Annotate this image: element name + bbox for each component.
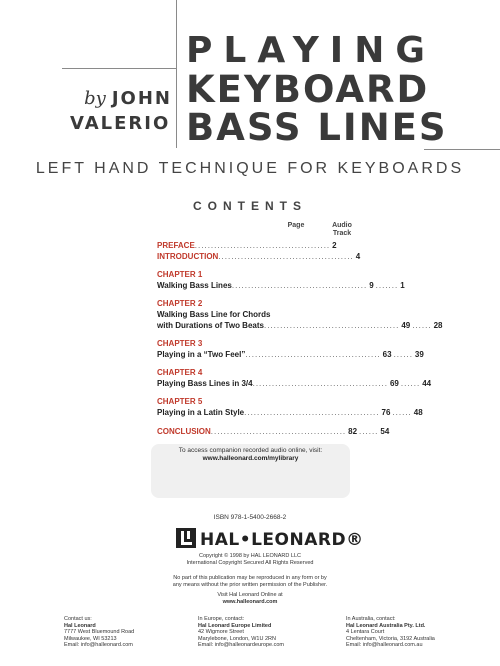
toc-chapter-label: CHAPTER 1: [157, 270, 203, 279]
notice-block: [0, 575, 500, 589]
leader-dots: ......: [393, 350, 413, 359]
contact-email[interactable]: Email: info@halleonard.com: [64, 642, 133, 649]
toc-entry[interactable]: [157, 280, 405, 291]
toc-label: Walking Bass Lines: [157, 281, 232, 290]
contact-company: Hal Leonard Australia Pty. Ltd.: [346, 622, 426, 629]
toc-chapter-label: CHAPTER 2: [157, 299, 203, 308]
publisher-logo: [176, 528, 364, 550]
toc-track: 39: [414, 350, 424, 359]
toc-label: Playing Bass Lines in 3/4: [157, 379, 253, 388]
contact-city: Cheltenham, Victoria, 3192 Australia: [346, 635, 435, 642]
title-line-2: KEYBOARD: [186, 68, 430, 111]
toc-track: 54: [380, 427, 390, 436]
leader-dots: ......: [412, 321, 432, 330]
author-first: [70, 88, 172, 109]
contents-heading: CONTENTS: [193, 199, 307, 213]
contact-us: [64, 616, 214, 649]
toc-label: CONCLUSION: [157, 427, 211, 436]
contact-australia: [346, 616, 496, 649]
copyright-block: [0, 553, 500, 567]
title-line-1: PLAYING: [186, 30, 436, 71]
toc-entry[interactable]: [157, 378, 432, 389]
audio-access-text: To access companion recorded audio online, visit:: [178, 447, 323, 454]
publisher-logo-text: HAL•LEONARD®: [200, 530, 364, 550]
notice-line-1: No part of this publication may be reproduced in any form or by: [173, 575, 327, 581]
leader-dots: ..........................................: [245, 350, 381, 359]
contact-email[interactable]: Email: info@halleonard.com.au: [346, 642, 423, 649]
toc-entry[interactable]: [157, 251, 361, 262]
notice-line-2: any means without the prior written permission of the Publisher.: [172, 582, 328, 588]
toc-chapter-label: CHAPTER 5: [157, 397, 203, 406]
contact-europe: [198, 616, 348, 649]
toc-label: PREFACE: [157, 241, 195, 250]
contact-heading: In Australia, contact:: [346, 616, 396, 622]
author-last-name: VALERIO: [70, 113, 171, 134]
subtitle: LEFT HAND TECHNIQUE FOR KEYBOARDS: [35, 160, 465, 177]
copyright-line-1: Copyright © 1998 by HAL LEONARD LLC: [199, 553, 301, 559]
leader-dots: ..........................................: [218, 252, 354, 261]
toc-label: Walking Bass Line for Chords: [157, 310, 271, 319]
toc-entry[interactable]: [157, 426, 390, 437]
leader-dots: ..........................................: [244, 408, 380, 417]
table-of-contents: [157, 240, 443, 437]
frame-horizontal-line-left: [62, 68, 176, 69]
hal-leonard-logo-mark-icon: [176, 528, 196, 548]
contact-heading: Contact us:: [64, 616, 92, 622]
toc-entry[interactable]: [157, 407, 423, 418]
toc-entry-line: [157, 309, 357, 320]
author-by: by: [84, 88, 106, 109]
visit-line-1: Visit Hal Leonard Online at: [217, 592, 283, 598]
toc-entry[interactable]: [157, 240, 357, 251]
visit-block: [0, 592, 500, 606]
toc-label: with Durations of Two Beats: [157, 321, 264, 330]
contact-address: 42 Wigmore Street: [198, 629, 244, 636]
copyright-line-2: International Copyright Secured All Rights Reserved: [186, 560, 314, 566]
toc-label: Playing in a “Two Feel”: [157, 350, 246, 359]
toc-track: 1: [400, 281, 405, 290]
contact-address: 4 Lentara Court: [346, 629, 385, 636]
leader-dots: ..........................................: [210, 427, 347, 436]
toc-page: 82: [348, 427, 358, 436]
toc-track: 44: [422, 379, 432, 388]
contact-city: Milwaukee, WI 53213: [64, 635, 117, 642]
toc-chapter-label: CHAPTER 4: [157, 368, 203, 377]
isbn: ISBN 978-1-5400-2668-2: [213, 514, 287, 521]
toc-track: 48: [413, 408, 423, 417]
visit-link[interactable]: www.halleonard.com: [222, 599, 278, 605]
leader-dots: ......: [392, 408, 412, 417]
toc-page: 2: [332, 241, 337, 250]
toc-page: 69: [389, 379, 399, 388]
toc-entry[interactable]: [157, 349, 424, 360]
contact-company: Hal Leonard: [64, 622, 96, 629]
toc-page: 63: [382, 350, 392, 359]
contact-city: Marylebone, London, W1U 2RN: [198, 635, 276, 642]
leader-dots: ..........................................: [263, 321, 400, 330]
toc-chapter-label: CHAPTER 3: [157, 339, 203, 348]
leader-dots: ......: [359, 427, 379, 436]
toc-label: Playing in a Latin Style: [157, 408, 245, 417]
toc-page: 4: [355, 252, 361, 261]
toc-page: 49: [401, 321, 411, 330]
contact-email[interactable]: Email: info@halleonardeurope.com: [198, 642, 284, 649]
column-header-audio-track: Audio Track: [332, 222, 352, 237]
toc-entry[interactable]: [157, 320, 443, 331]
contact-company: Hal Leonard Europe Limited: [198, 622, 272, 629]
leader-dots: ..........................................: [252, 379, 388, 388]
frame-horizontal-line-right: [424, 149, 500, 150]
leader-dots: ..........................................: [194, 241, 331, 250]
leader-dots: .......: [375, 281, 399, 290]
frame-vertical-line: [176, 0, 177, 148]
toc-page: 9: [369, 281, 374, 290]
contact-heading: In Europe, contact:: [198, 616, 245, 622]
author-first-name: JOHN: [111, 88, 172, 109]
toc-page: 76: [381, 408, 391, 417]
toc-track: 28: [433, 321, 443, 330]
column-header-page: Page: [287, 222, 305, 229]
audio-access-link[interactable]: www.halleonard.com/mylibrary: [202, 455, 299, 462]
title-line-3: BASS LINES: [186, 106, 448, 149]
leader-dots: ......: [400, 379, 421, 388]
leader-dots: ..........................................: [231, 281, 368, 290]
toc-label: INTRODUCTION: [157, 252, 219, 261]
contact-address: 7777 West Bluemound Road: [64, 629, 135, 636]
